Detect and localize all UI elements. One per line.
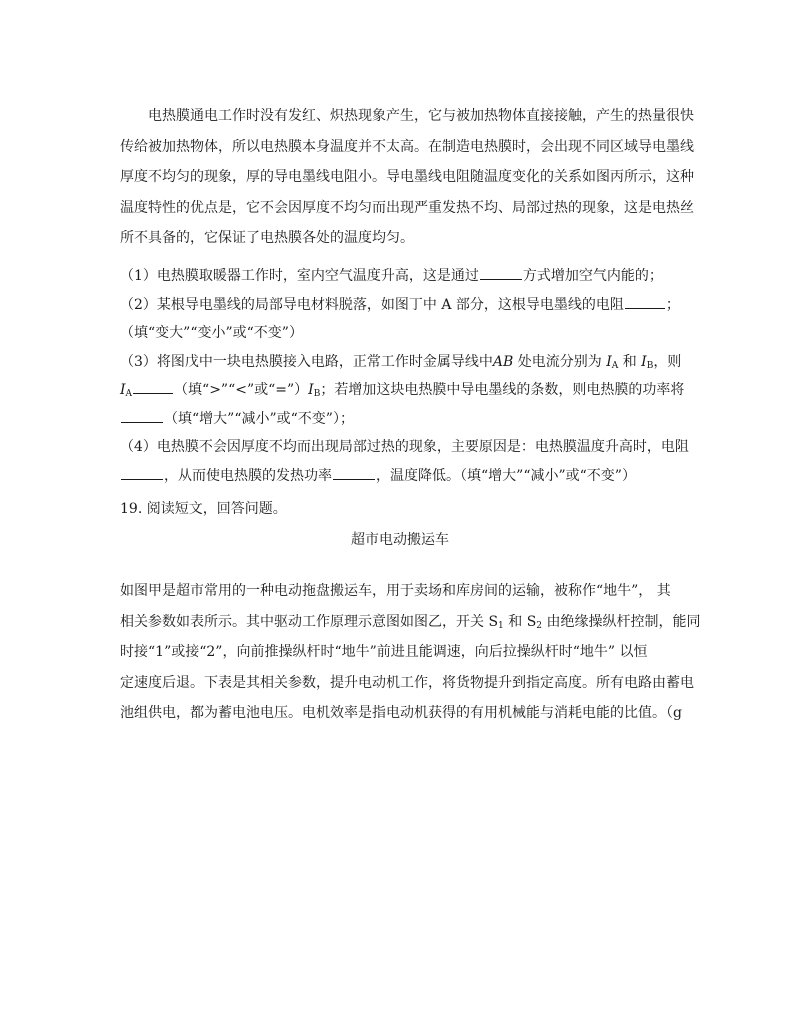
article-line: 定速度后退。下表是其相关参数，提升电动机工作，将货物提升到指定高度。所有电路由蓄电 xyxy=(120,674,694,691)
passage-line: 厚度不均匀的现象，厚的导电墨线电阻小。导电墨线电阻随温度变化的关系如图丙所示，这种 xyxy=(120,169,694,185)
question-19-heading: 19. 阅读短文，回答问题。 xyxy=(120,501,287,517)
question-3-line-2: $I_A$ （填“>”“<”或“$=”)I_B$；若增加这块电热膜中导电墨线的条数，则电热膜的功率将 xyxy=(120,376,680,405)
answer-blank xyxy=(333,463,375,480)
article-paragraph xyxy=(120,576,701,729)
answer-blank xyxy=(121,406,163,423)
question-1: （1）电热膜取暖器工作时，室内空气温度升高，这是通过 方式增加空气内能的； xyxy=(120,262,680,291)
question-3-line-1: （3）将图戊中一块电热膜接入电路，正常工作时金属导线中AB 处电流分别为 $I_A$ 和 $I_B$，则 xyxy=(120,353,682,371)
passage-line: 所不具备的，它保证了电热膜各处的温度均匀。 xyxy=(120,230,414,246)
passage-line: 电热膜通电工作时没有发红、炽热现象产生，它与被加热物体直接接触，产生的热量很快 xyxy=(148,108,694,124)
answer-blank xyxy=(121,463,163,480)
answer-blank xyxy=(133,377,173,394)
answer-blank xyxy=(480,263,522,280)
answer-blank xyxy=(625,292,665,309)
question-2-hint: （填“变大”“变小”或“不变”） xyxy=(120,325,303,341)
article-title: 超市电动搬运车 xyxy=(351,532,449,548)
question-4-line-2: ，从而使电热膜的发热功率 ，温度降低。（填“增大”“减小”或“不变”） xyxy=(120,462,680,491)
passage-line: 传给被加热物体，所以电热膜本身温度并不太高。在制造电热膜时，会出现不同区域导电墨线 xyxy=(120,138,694,155)
passage-paragraph xyxy=(120,101,694,254)
article-line: 时接“1”或接“2”，向前推操纵杆时“地牛”前进且能调速，向后拉操纵杆时“地牛” 以恒 xyxy=(120,644,648,660)
question-2: （2）某根导电墨线的局部导电材料脱落，如图丁中 A 部分，这根导电墨线的电阻 ； xyxy=(120,291,680,320)
article-line: 相关参数如表所示。其中驱动工作原理示意图如图乙，开关 $S_1$ 和 $S_2$ 由绝缘操纵杆控制，能同 xyxy=(120,613,701,631)
question-3-line-3: （填“增大”“减小”或“不变”）； xyxy=(120,405,680,434)
passage-line: 温度特性的优点是，它不会因厚度不均匀而出现严重发热不均、局部过热的现象，这是电热丝 xyxy=(120,199,694,216)
article-line: 池组供电，都为蓄电池电压。电机效率是指电动机获得的有用机械能与消耗电能的比值。（g xyxy=(120,705,682,721)
question-4-line-1: （4）电热膜不会因厚度不均而出现局部过热的现象，主要原因是：电热膜温度升高时，电阻 xyxy=(120,439,689,455)
question-list xyxy=(120,262,689,490)
article-line: 如图甲是超市常用的一种电动拖盘搬运车，用于卖场和库房间的运输，被称作“地牛”， 其 xyxy=(120,583,671,599)
